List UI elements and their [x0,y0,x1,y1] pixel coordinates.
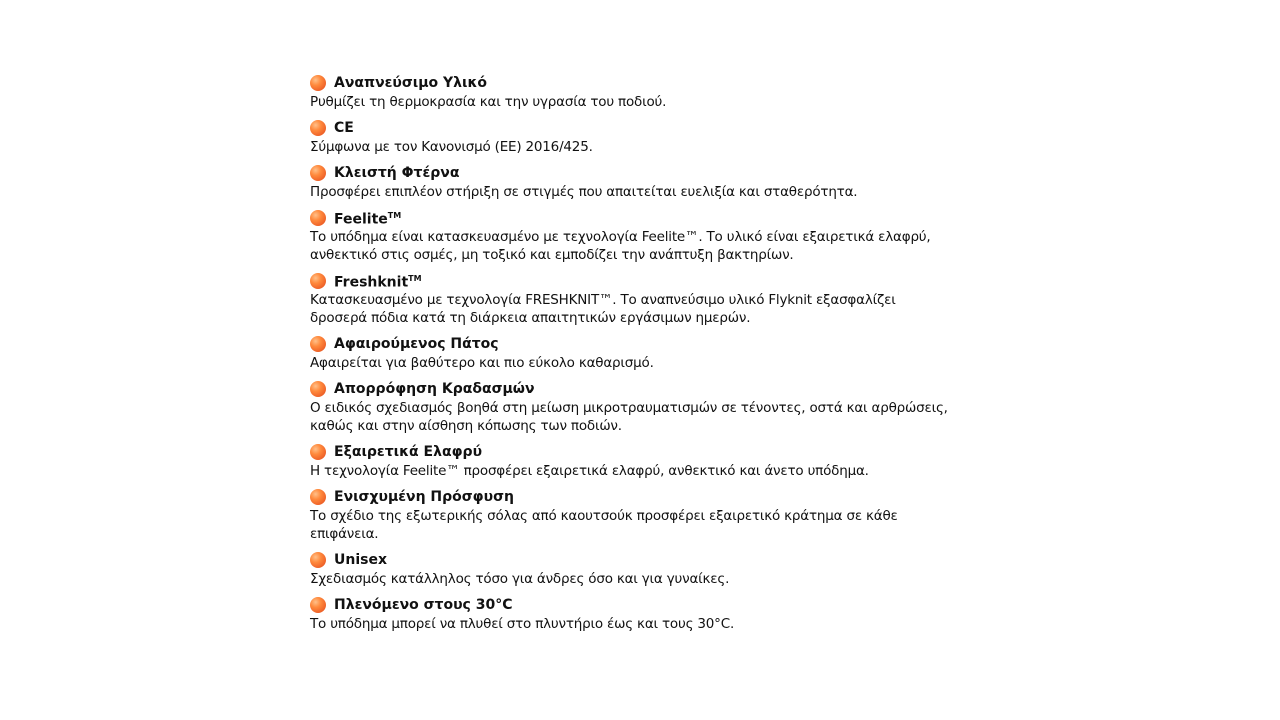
feature-item [310,379,950,435]
feature-header [310,163,950,183]
orange-ball-icon [310,165,326,181]
feature-item [310,271,950,327]
feature-title: Ενισχυμένη Πρόσφυση [334,489,514,505]
feature-description: Προσφέρει επιπλέον στήριξη σε στιγμές που απαιτείται ευελιξία και σταθερότητα. [310,184,858,200]
feature-header [310,379,950,399]
feature-header [310,271,950,291]
feature-list [310,73,950,640]
orange-ball-icon [310,273,326,289]
feature-item [310,163,950,201]
feature-title: CE [334,120,354,136]
trademark-mark: TM [408,274,422,284]
feature-title: Αναπνεύσιμο Υλικό [334,75,488,91]
feature-title [334,269,422,293]
feature-item [310,334,950,372]
feature-description: Ο ειδικός σχεδιασμός βοηθά στη μείωση μικροτραυματισμών σε τένοντες, οστά και αρθρώσεις, καθώς και στην αίσθηση κόπωσης των ποδιών. [310,400,948,434]
feature-title: Απορρόφηση Κραδασμών [334,381,535,397]
orange-ball-icon [310,444,326,460]
feature-description: Αφαιρείται για βαθύτερο και πιο εύκολο καθαρισμό. [310,355,654,371]
orange-ball-icon [310,336,326,352]
feature-header [310,487,950,507]
feature-title: Unisex [334,552,387,568]
feature-description: Σχεδιασμός κατάλληλος τόσο για άνδρες όσο και για γυναίκες. [310,571,730,587]
orange-ball-icon [310,75,326,91]
feature-title: Αφαιρούμενος Πάτος [334,336,499,352]
orange-ball-icon [310,210,326,226]
feature-description: Το σχέδιο της εξωτερικής σόλας από καουτσούκ προσφέρει εξαιρετικό κράτημα σε κάθε επιφάνεια. [310,508,898,542]
feature-description: Κατασκευασμένο με τεχνολογία FRESHKNIT™. Το αναπνεύσιμο υλικό Flyknit εξασφαλίζει δροσερά πόδια κατά τη διάρκεια απαιτητικών εργάσιμων ημερών. [310,292,896,326]
feature-title [334,206,401,230]
feature-title: Κλειστή Φτέρνα [334,165,460,181]
feature-header [310,73,950,93]
feature-header [310,118,950,138]
feature-header [310,334,950,354]
feature-item [310,550,950,588]
feature-item [310,442,950,480]
feature-title: Πλενόμενο στους 30°C [334,597,513,613]
feature-description: Το υπόδημα είναι κατασκευασμένο με τεχνολογία Feelite™. Το υλικό είναι εξαιρετικά ελαφρύ, ανθεκτικό στις οσμές, μη τοξικό και εμποδίζει την ανάπτυξη βακτηρίων. [310,229,931,263]
feature-header [310,208,950,228]
feature-title-text: Feelite [334,211,388,228]
feature-header [310,595,950,615]
feature-description: Η τεχνολογία Feelite™ προσφέρει εξαιρετικά ελαφρύ, ανθεκτικό και άνετο υπόδημα. [310,463,869,479]
trademark-mark: TM [387,211,402,221]
feature-header [310,550,950,570]
feature-title-text: Freshknit [334,274,409,291]
feature-description: Σύμφωνα με τον Κανονισμό (ΕΕ) 2016/425. [310,139,593,155]
orange-ball-icon [310,597,326,613]
feature-item [310,208,950,264]
orange-ball-icon [310,489,326,505]
feature-item [310,595,950,633]
feature-header [310,442,950,462]
feature-item [310,487,950,543]
orange-ball-icon [310,552,326,568]
feature-item [310,118,950,156]
feature-item [310,73,950,111]
orange-ball-icon [310,381,326,397]
feature-title: Εξαιρετικά Ελαφρύ [334,444,483,460]
feature-description: Ρυθμίζει τη θερμοκρασία και την υγρασία του ποδιού. [310,94,667,110]
feature-description: Το υπόδημα μπορεί να πλυθεί στο πλυντήριο έως και τους 30°C. [310,616,735,632]
orange-ball-icon [310,120,326,136]
